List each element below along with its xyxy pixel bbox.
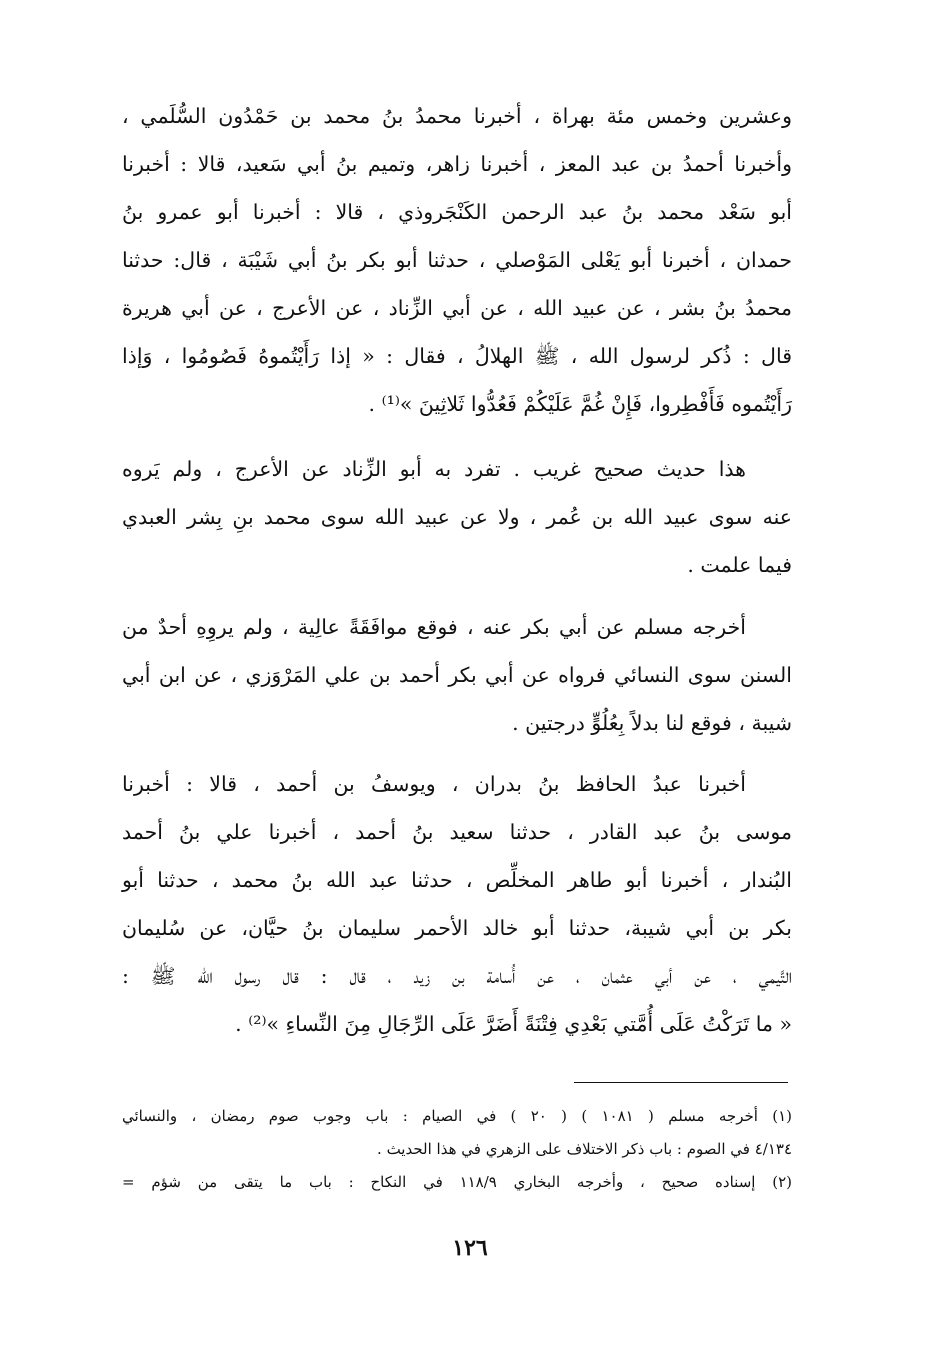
text-line: أبو سَعْد محمد بنُ عبد الرحمن الكَنْجَروذي ، قالا : أخبرنا أبو عمرو بنُ <box>122 200 792 224</box>
text-line: « ما تَرَكْتُ عَلَى أُمَّتي بَعْدِي فِتْنَةً أَضَرَّ عَلَى الرِّجَالِ مِنَ النِّساءِ »⁽²⁾ . <box>235 1012 792 1036</box>
text-line: محمدُ بنُ بشر ، عن عبيد الله ، عن أبي الزِّناد ، عن الأعرج ، عن أبي هريرة <box>122 296 792 320</box>
text-line: وأخبرنا أحمدُ بن عبد المعز ، أخبرنا زاهر، وتميم بنُ أبي سَعيد، قالا : أخبرنا <box>122 152 792 176</box>
text-line: رَأَيْتُموه فَأَفْطِروا، فَإِنْ غُمَّ عَلَيْكُمْ فَعُدُّوا ثَلاثِينَ »⁽¹⁾ . <box>368 392 792 416</box>
text-line: عنه سوى عبيد الله بن عُمر ، ولا عن عبيد الله سوى محمد بنِ بِشر العبدي <box>122 505 792 529</box>
text-line: فيما علمت . <box>687 553 792 577</box>
text-line: بكر بن أبي شيبة، حدثنا أبو خالد الأحمر سليمان بنُ حيَّان، عن سُليمان <box>122 916 792 940</box>
text-line: البُندار ، أخبرنا أبو طاهر المخلِّص ، حدثنا عبد الله بنُ محمد ، حدثنا أبو <box>122 868 792 892</box>
page-number: ١٢٦ <box>452 1235 488 1261</box>
text-line: أخبرنا عبدُ الحافظ بنُ بدران ، ويوسفُ بن أحمد ، قالا : أخبرنا <box>122 772 746 796</box>
footnotes <box>122 1100 792 1199</box>
paragraph-takhrij <box>122 603 792 747</box>
text-line: شيبة ، فوقع لنا بدلاً بِعُلُوٍّ درجتين . <box>512 711 792 735</box>
text-line: وعشرين وخمس مئة بهراة ، أخبرنا محمدُ بنُ محمد بن حَمْدُون السُّلَمي ، <box>122 104 792 128</box>
text-line: حمدان ، أخبرنا أبو يَعْلى المَوْصلي ، حدثنا أبو بكر بنُ أبي شَيْبَة ، قال: حدثنا <box>122 248 792 272</box>
paragraph-isnad-hilal <box>122 92 792 428</box>
text-line: التَّيمي ، عن أبي عثمان ، عن أُسامة بن زيد ، قال : قال رسول الله ﷺ : <box>122 964 792 988</box>
footnote-line: (٢) إسناده صحيح ، وأخرجه البخاري ١١٨/٩ في النكاح : باب ما يتقى من شؤم = <box>122 1173 792 1191</box>
paragraph-isnad-fitna <box>122 760 792 1048</box>
footnote-line: ٤/١٣٤ في الصوم : باب ذكر الاختلاف على الزهري في هذا الحديث . <box>377 1140 792 1158</box>
text-line: السنن سوى النسائي فرواه عن أبي بكر أحمد بن علي المَرْوَزي ، عن ابن أبي <box>122 663 792 687</box>
text-line: موسى بنُ عبد القادر ، حدثنا سعيد بنُ أحمد ، أخبرنا علي بنُ أحمد <box>122 820 792 844</box>
footnote-line: (١) أخرجه مسلم ( ١٠٨١ ) ( ٢٠ ) في الصيام : باب وجوب صوم رمضان ، والنسائي <box>122 1107 793 1125</box>
footnote-divider <box>574 1082 788 1083</box>
text-line: قال : ذُكر لرسول الله ، ﷺ الهلالُ ، فقال : « إذا رَأَيْتُموهُ فَصُومُوا ، وَإذا <box>122 344 792 368</box>
text-line: أخرجه مسلم عن أبي بكر عنه ، فوقع موافَقَةً عالِية ، ولم يروِهِ أحدٌ من <box>122 615 746 639</box>
text-line: هذا حديث صحيح غريب . تفرد به أبو الزِّناد عن الأعرج ، ولم يَروه <box>122 457 746 481</box>
paragraph-grading <box>122 445 792 589</box>
